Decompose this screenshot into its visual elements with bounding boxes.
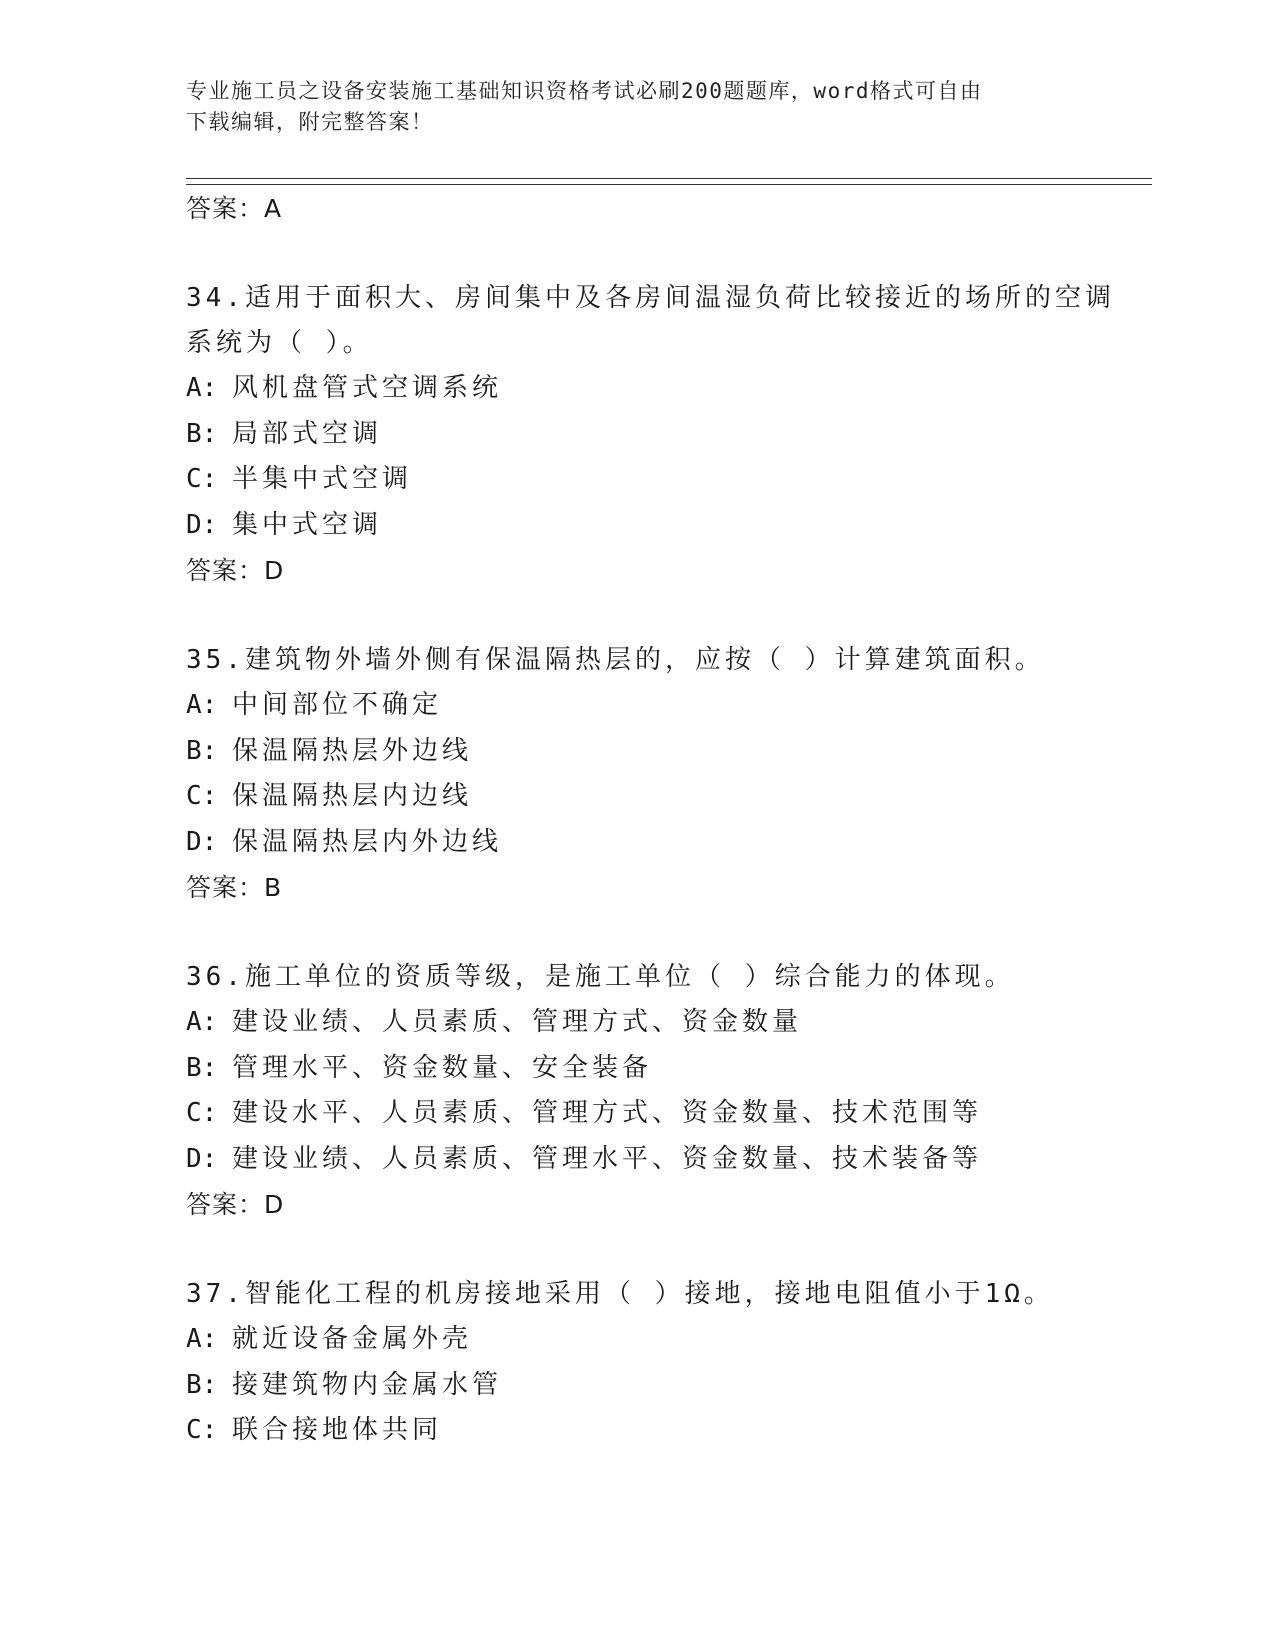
question-36	[186, 955, 1126, 1228]
header-divider	[186, 178, 1152, 185]
question-number: 37.	[186, 1279, 245, 1309]
option-a	[186, 683, 1126, 729]
header-line-1: 专业施工员之设备安装施工基础知识资格考试必刷200题题库，word格式可自由	[186, 79, 983, 103]
answer-line: 答案：D	[186, 1190, 285, 1219]
option-letter: A:	[186, 690, 218, 720]
option-text: 就近设备金属外壳	[232, 1324, 473, 1354]
option-b	[186, 729, 1126, 775]
option-text: 联合接地体共同	[232, 1415, 443, 1445]
option-letter: B:	[186, 418, 218, 449]
question-text	[186, 1272, 1126, 1317]
option-text: 风机盘管式空调系统	[232, 373, 503, 403]
option-b	[186, 1046, 1126, 1092]
option-letter: D:	[186, 826, 218, 857]
option-letter: D:	[186, 1143, 218, 1174]
question-stem-line-1: 施工单位的资质等级，是施工单位（ ）综合能力的体现。	[244, 962, 1015, 992]
option-letter: B:	[186, 735, 218, 766]
option-text: 保温隔热层内边线	[232, 781, 473, 811]
question-34	[186, 276, 1126, 594]
option-text: 建设业绩、人员素质、管理水平、资金数量、技术装备等	[232, 1143, 983, 1174]
answer-line: 答案：D	[186, 556, 285, 585]
option-text: 集中式空调	[232, 509, 383, 540]
option-letter: C:	[186, 464, 218, 494]
option-letter: C:	[186, 1098, 218, 1128]
option-letter: D:	[186, 509, 218, 540]
option-text: 管理水平、资金数量、安全装备	[232, 1052, 653, 1083]
header-line-2: 下载编辑，附完整答案！	[186, 110, 434, 134]
option-letter: C:	[186, 781, 218, 811]
option-d	[186, 503, 1126, 549]
question-number: 35.	[186, 645, 245, 675]
question-stem-line-1: 智能化工程的机房接地采用（ ）接地，接地电阻值小于1Ω。	[244, 1279, 1054, 1309]
option-c	[186, 774, 1126, 820]
option-text: 保温隔热层内外边线	[232, 826, 503, 857]
option-c	[186, 1091, 1126, 1137]
option-text: 保温隔热层外边线	[232, 735, 473, 766]
option-text: 建设水平、人员素质、管理方式、资金数量、技术范围等	[232, 1098, 983, 1128]
document-header	[186, 76, 1086, 138]
question-text	[186, 276, 1126, 321]
option-letter: A:	[186, 373, 218, 403]
question-stem-line-1: 适用于面积大、房间集中及各房间温湿负荷比较接近的场所的空调	[244, 283, 1115, 313]
question-number: 34.	[186, 283, 245, 313]
question-35	[186, 638, 1126, 911]
option-letter: A:	[186, 1324, 218, 1354]
option-text: 建设业绩、人员素质、管理方式、资金数量	[232, 1007, 803, 1037]
option-a	[186, 1000, 1126, 1046]
option-text: 局部式空调	[232, 418, 383, 449]
question-list	[186, 186, 1126, 1454]
answer-line: 答案：B	[186, 873, 283, 902]
question-text	[186, 638, 1126, 683]
option-c	[186, 1408, 1126, 1454]
option-a	[186, 1317, 1126, 1363]
question-text	[186, 955, 1126, 1000]
question-37	[186, 1272, 1126, 1454]
option-letter: B:	[186, 1369, 218, 1400]
option-a	[186, 366, 1126, 412]
question-stem-line-2: 系统为（ ）。	[186, 328, 373, 358]
option-letter: B:	[186, 1052, 218, 1083]
option-d	[186, 1137, 1126, 1183]
option-text: 半集中式空调	[232, 464, 413, 494]
option-text: 接建筑物内金属水管	[232, 1369, 503, 1400]
question-stem-line-1: 建筑物外墙外侧有保温隔热层的，应按（ ）计算建筑面积。	[244, 645, 1045, 675]
answer-line: 答案：A	[186, 194, 283, 223]
option-b	[186, 412, 1126, 458]
option-letter: C:	[186, 1415, 218, 1445]
option-d	[186, 820, 1126, 866]
option-b	[186, 1363, 1126, 1409]
option-letter: A:	[186, 1007, 218, 1037]
question-number: 36.	[186, 962, 245, 992]
option-text: 中间部位不确定	[232, 690, 443, 720]
option-c	[186, 457, 1126, 503]
